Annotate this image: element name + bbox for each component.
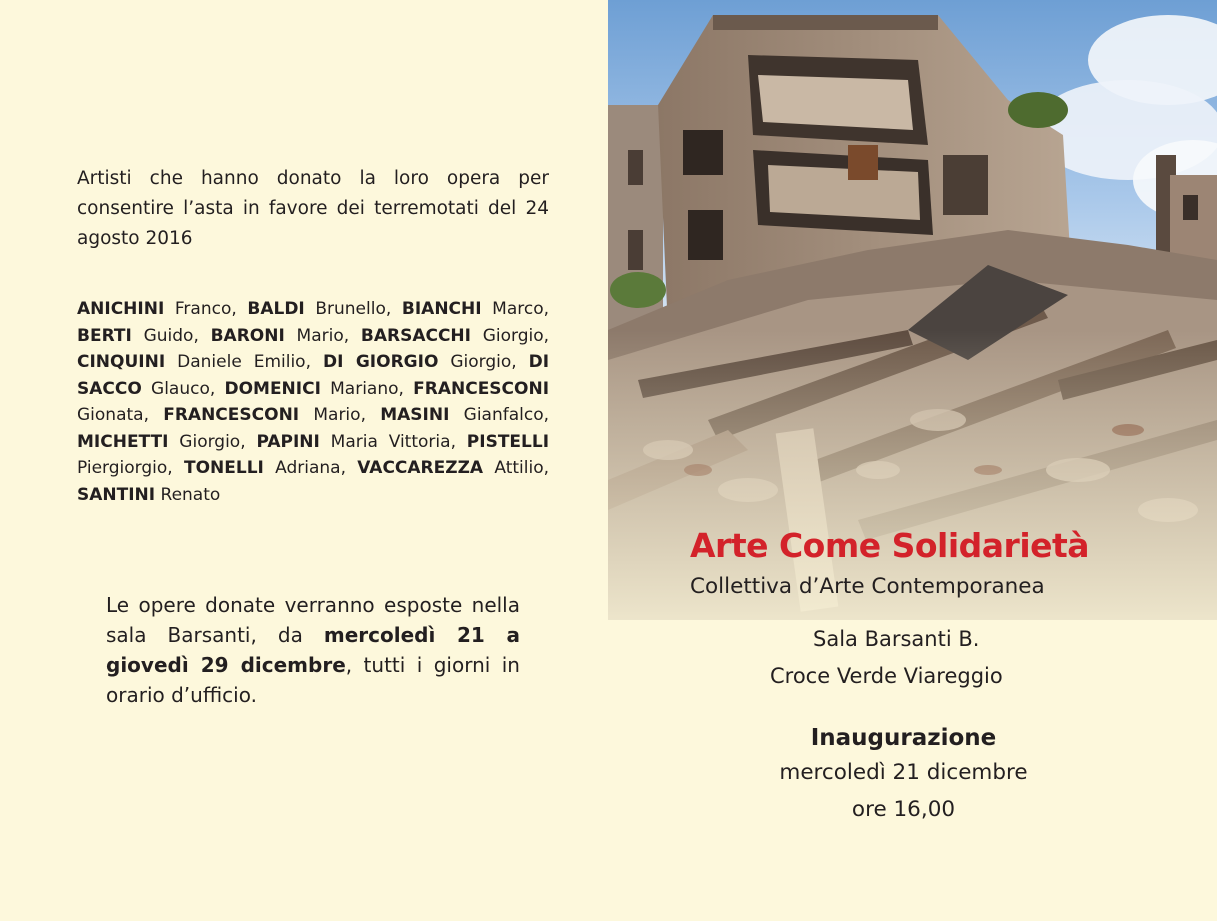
- artist-surname: MASINI: [380, 405, 450, 425]
- artist-first-name: Mario: [313, 405, 361, 425]
- exhibition-text-after: , tutti i giorni in orario d’ufficio.: [106, 653, 520, 707]
- artist-surname: ANICHINI: [77, 299, 165, 319]
- artist-entry: [77, 352, 306, 372]
- artist-entry: [361, 326, 544, 346]
- artist-surname: CINQUINI: [77, 352, 166, 372]
- artist-surname: BARONI: [210, 325, 285, 346]
- artist-surname: FRANCESCONI: [163, 405, 300, 425]
- artist-surname: VACCAREZZA: [357, 458, 484, 478]
- artist-first-name: Guido: [143, 325, 194, 346]
- artist-entry: [77, 326, 193, 346]
- artist-entry: [211, 326, 344, 346]
- exhibition-text: [106, 590, 520, 710]
- left-panel: [0, 0, 608, 921]
- intro-text: Artisti che hanno donato la loro opera per consentire l’asta in favore dei terremotati del 24 agosto 2016: [77, 168, 549, 249]
- artist-first-name: Giorgio: [450, 352, 512, 372]
- artist-first-name: Marco: [492, 299, 544, 319]
- artist-entry: [247, 299, 386, 319]
- artist-first-name: Gianfalco: [463, 405, 544, 425]
- artist-entry: [77, 485, 220, 505]
- artist-surname: BARSACCHI: [360, 325, 471, 346]
- event-subtitle: Collettiva d’Arte Contemporanea: [690, 574, 1045, 599]
- artist-first-name: Franco: [174, 299, 232, 319]
- artist-first-name: Glauco: [151, 378, 210, 399]
- event-title: Arte Come Solidarietà: [690, 526, 1090, 565]
- artist-first-name: Brunello: [315, 299, 386, 319]
- artist-surname: SANTINI: [77, 484, 156, 505]
- artist-first-name: Piergiorgio: [77, 458, 168, 478]
- inauguration-date: mercoledì 21 dicembre: [779, 760, 1028, 785]
- artist-entry: [163, 405, 360, 425]
- inauguration-time: ore 16,00: [851, 797, 956, 822]
- artist-first-name: Adriana: [275, 458, 341, 478]
- right-panel: [608, 0, 1217, 921]
- artist-entry: [224, 379, 398, 399]
- artist-first-name: Mariano: [330, 378, 399, 399]
- artist-surname: PAPINI: [256, 431, 320, 452]
- artist-surname: BIANCHI: [401, 299, 482, 319]
- artist-first-name: Gionata: [77, 405, 144, 425]
- artist-entry: [357, 458, 543, 478]
- artist-surname: FRANCESCONI: [413, 378, 550, 399]
- exhibition-dates: mercoledì 21 a giovedì 29 dicembre: [106, 623, 520, 677]
- artist-surname: TONELLI: [183, 458, 264, 478]
- artist-surname: DI GIORGIO: [322, 352, 439, 372]
- artist-entry: [402, 299, 544, 319]
- artist-surname: MICHETTI: [77, 431, 169, 452]
- artist-entry: [256, 432, 450, 452]
- artist-first-name: Daniele Emilio: [177, 352, 306, 372]
- artist-surname: PISTELLI: [466, 431, 550, 452]
- artist-surname: DOMENICI: [224, 378, 321, 399]
- artist-entry: [380, 405, 543, 425]
- artist-first-name: Mario: [296, 325, 344, 346]
- artist-first-name: Maria Vittoria: [330, 431, 451, 452]
- artist-entry: [323, 352, 511, 372]
- artist-surname: BERTI: [77, 325, 132, 346]
- artist-surname: BALDI: [247, 299, 305, 319]
- inauguration-label: Inaugurazione: [810, 725, 997, 751]
- artist-first-name: Giorgio: [179, 431, 241, 452]
- artist-entry: [77, 299, 231, 319]
- artist-list: ANICHINI Franco, BALDI Brunello, BIANCHI Marco, BERTI Guido, BARONI Mario, BARSACCHI Giorgio, CINQUINI Daniele Emilio, DI GIORGIO Giorgio, DI SACCO Glauco, DOMENICI Mariano, FRANCESCONI Gionata, FRANCESCONI Mario, MASINI Gianfalco, MICHETTI Giorgio, PAPINI Maria Vittoria, PISTELLI Piergiorgio, TONELLI Adriana, VACCAREZZA Attilio, SANTINI Renato: [77, 299, 550, 505]
- venue-line-1: Sala Barsanti B.: [813, 627, 980, 651]
- artist-surname: DI SACCO: [77, 352, 550, 399]
- artist-first-name: Giorgio: [482, 325, 544, 346]
- exhibition-text-before: Le opere donate verranno esposte nella sala Barsanti, da: [106, 593, 520, 647]
- venue-line-2: Croce Verde Viareggio: [770, 664, 1003, 688]
- artist-first-name: Renato: [160, 484, 221, 505]
- artist-first-name: Attilio: [494, 458, 544, 478]
- artist-entry: [184, 458, 341, 478]
- artist-entry: [77, 432, 240, 452]
